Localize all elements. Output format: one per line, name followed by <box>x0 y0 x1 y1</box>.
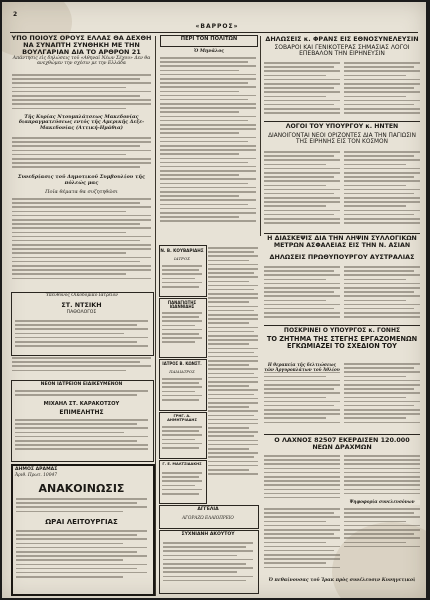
right-headline-6: Ο ΛΑΧΝΟΣ 82507 ΕΚΕΡΔΙΣΕΝ 120.000 ΝΕΩΝ ΔΡΑΧΜΩΝ <box>274 436 410 451</box>
article-body <box>264 266 340 324</box>
right-headline-1: ΔΗΛΩΣΕΙΣ κ. ΦΡΑΝΣ ΕΙΣ ΕΘΝΟΣΥΝΕΛΕΥΣΙΝ <box>265 35 419 43</box>
column-rule <box>260 36 261 236</box>
ad-title: ΠΑΘΟΛΟΓΟΣ <box>66 310 97 315</box>
ad-title: ΠΑΙΔΙΑΤΡΟΣ <box>169 369 195 374</box>
section-rule <box>264 121 420 122</box>
right-headline-2b: ΔΙΑΝΟΙΓΟΝΤΑΙ ΝΕΟΙ ΟΡΙΖΟΝΤΕΣ ΔΙΑ ΤΗΝ ΠΑΓΙΩΣΙΝ ΤΗΣ ΕΙΡΗΝΗΣ ΕΙΣ ΤΟΝ ΚΟΣΜΟΝ <box>268 133 416 146</box>
middle-subhead: Ὁ Μηνᾶλος <box>193 49 225 54</box>
ad-title: ΑΓΟΡΑΖΩ ΕΛΑΙΟΠΡΕΙΟ <box>182 515 234 520</box>
table-heading: Ψηφοφορία συνελευσόνων <box>344 500 420 505</box>
announcement-title: ΑΝΑΚΟΙΝΩΣΙΣ <box>38 482 125 495</box>
ad-title: ΕΠΙΜΕΛΗΤΗΣ <box>59 409 104 416</box>
section-rule <box>264 325 420 326</box>
left-headline: ΥΠΟ ΠΟΙΟΥΣ ΟΡΟΥΣ ΕΛΛΑΣ ΘΑ ΔΕΧΘΗ ΝΑ ΣΥΝΑΠΤΗ ΣΥΝΘΗΚΗ ΜΕ ΤΗΝ ΒΟΥΛΓΑΡΙΑΝ ΔΙΑ ΤΟ ΑΡΘΡΟΝ 21 <box>11 34 152 56</box>
ad-name: ΣΤ. ΝΤΣΙΚΗ <box>61 301 102 309</box>
section-rule <box>264 434 420 435</box>
newspaper-page <box>2 2 426 598</box>
article-body <box>344 62 420 120</box>
ad-body <box>15 320 148 350</box>
announcement-section: ΩΡΑΙ ΛΕΙΤΟΥΡΓΙΑΣ <box>45 518 118 526</box>
article-body <box>208 247 258 502</box>
ad-body <box>162 378 202 406</box>
left-section3-sub: Ποῖα θέματα θα συζητηθῶσι <box>45 189 118 195</box>
article-body <box>344 266 420 324</box>
announcement-body <box>16 498 147 518</box>
lottery-results <box>264 455 340 505</box>
article-body <box>264 62 340 120</box>
ad-name: Ν. Β. ΚΟΥΒΑΡΙΔΗΣ <box>160 248 204 253</box>
municipality-name: ΔΗΜΟΣ ΔΡΑΜΑΣ <box>15 467 58 472</box>
left-section2-head: Τῆς Κυρίας Ντουμπλάτσεως Μακεδονίας διαπραγματεύσεως εντός τῆς Αμερικῆς Δεξε-Μακεδονίας (Αττική-Ημάθια) <box>18 114 145 131</box>
right-headline-1b: ΣΟΒΑΡΟΙ ΚΑΙ ΓΕΝΙΚΟΤΕΡΑΣ ΣΗΜΑΣΙΑΣ ΛΟΓΟΙ ΕΠΕΒΑΛΟΝ ΤΗΝ ΕΙΡΗΝΕΥΣΙΝ <box>274 44 410 58</box>
right-subhead-5: Η θεραπεία τῆς δελτιώσεως τῶν Ἀργυροπλάτων τοῦ Ἀθλίου <box>264 362 340 372</box>
article-body <box>344 151 420 231</box>
article-body <box>344 363 420 433</box>
ad-body <box>162 426 202 454</box>
article-body <box>160 57 256 242</box>
lottery-results <box>344 455 420 499</box>
ad-name: ΙΑΤΡΟΣ Β. ΚΩΝΣΤ. <box>162 361 202 366</box>
right-headline-4b: ΤΟ ΖΗΤΗΜΑ ΤΗΣ ΣΤΕΓΗΣ ΕΡΓΑΖΟΜΕΝΩΝ ΕΓΚΩΜΙΑΖΕΙ ΤΟ ΣΧΕΔΙΟΝ ΤΟΥ <box>266 335 418 350</box>
column-rule <box>155 36 156 596</box>
article-body <box>264 151 340 231</box>
ad-body <box>162 265 202 293</box>
right-headline-3: Η ΔΙΑΣΚΕΨΙΣ ΔΙΑ ΤΗΝ ΛΗΨΙΝ ΣΥΛΛΟΓΙΚΩΝ ΜΕΤΡΩΝ ΑΣΦΑΛΕΙΑΣ ΕΙΣ ΤΗΝ Ν. ΑΣΙΑΝ <box>267 235 417 249</box>
article-body <box>264 508 340 578</box>
ad-body <box>15 419 148 457</box>
article-body <box>12 137 151 175</box>
article-body <box>12 357 151 377</box>
article-body <box>12 74 151 114</box>
ad-body <box>163 542 253 588</box>
ad-title: ΙΑΤΡΟΣ <box>174 256 190 261</box>
right-headline-2: ΛΟΓΟΙ ΤΟΥ ΥΠΟΥΡΓΟΥ κ. ΗΝΤΕΝ <box>285 123 399 130</box>
ad-name: ΑΓΓΕΛΙΑ <box>197 507 219 512</box>
masthead-rule <box>10 32 418 33</box>
ad-name: ΣΥΧΝΙΑΝΗ ΑΚΟΥΤΟΥ <box>181 532 235 537</box>
article-body <box>264 363 340 433</box>
section-rule <box>264 233 420 234</box>
column-header: ΠΕΡΙ ΤΟΝ ΠΟΛΙΤΩΝ <box>180 36 238 42</box>
left-subhead: Απάντησις εἰς δηλώσεις τοῦ «Αθηναϊ Νέων Σέχου» Δεν θα ανεχθώμεν την σχέσιν με την Ελλάδα <box>12 56 151 67</box>
ad-line: Ὑπεύθυνος Οικοδομικό Ιατρείον <box>45 293 118 298</box>
right-headline-4: ΠΟΣΚΡΙΝΕΙ Ο ΥΠΟΥΡΓΟΣ κ. ΓΟΝΗΣ <box>283 327 401 334</box>
left-section3-head: Συνεδρίασις τοῦ Δημοτικοῦ Συμβουλίου τῆς πόλεώς μας <box>17 174 146 186</box>
ad-name: Γ. Ε. ΜΑΛΤΣΙΔΑΚΗΣ <box>162 462 202 466</box>
right-headline-3b: ΔΗΛΩΣΕΙΣ ΠΡΩΘΥΠΟΥΡΓΟΥ ΑΥΣΤΡΑΛΙΑΣ <box>269 253 415 261</box>
article-body <box>344 508 420 552</box>
ad-name: ΓΡΗΓ. Α. ΔΗΜΗΤΡΙΑΔΗΣ <box>167 414 197 422</box>
ad-name: ΠΑΝΑΓΙΩΤΗΣ ΙΩΑΝΝΙΔΗΣ <box>167 300 197 310</box>
ad-line: ΝΕΟΝ ΙΑΤΡΕΙΟΝ ΕΙΔΙΚΕΥΜΕΝΟΝ <box>40 382 123 387</box>
ad-name: ΜΙΧΑΗΛ ΣΤ. ΚΑΡΑΚΟΤΣΟΥ <box>43 401 120 407</box>
ad-body <box>162 472 202 500</box>
announcement-body <box>16 530 147 588</box>
article-body <box>12 198 151 290</box>
protocol-number: Ἀριθ. Πρωτ. 10047 <box>15 473 58 478</box>
masthead-title: «ΒΑΡΡΟΣ» <box>195 23 239 30</box>
ad-body <box>162 312 202 352</box>
page-number: 2 <box>13 11 18 18</box>
bottom-right-head: Ὁ πεθαίνουσας τοῦ Ἰρακ πρὸς συνέλευσιν Κυνηγετικοὶ <box>268 578 416 583</box>
